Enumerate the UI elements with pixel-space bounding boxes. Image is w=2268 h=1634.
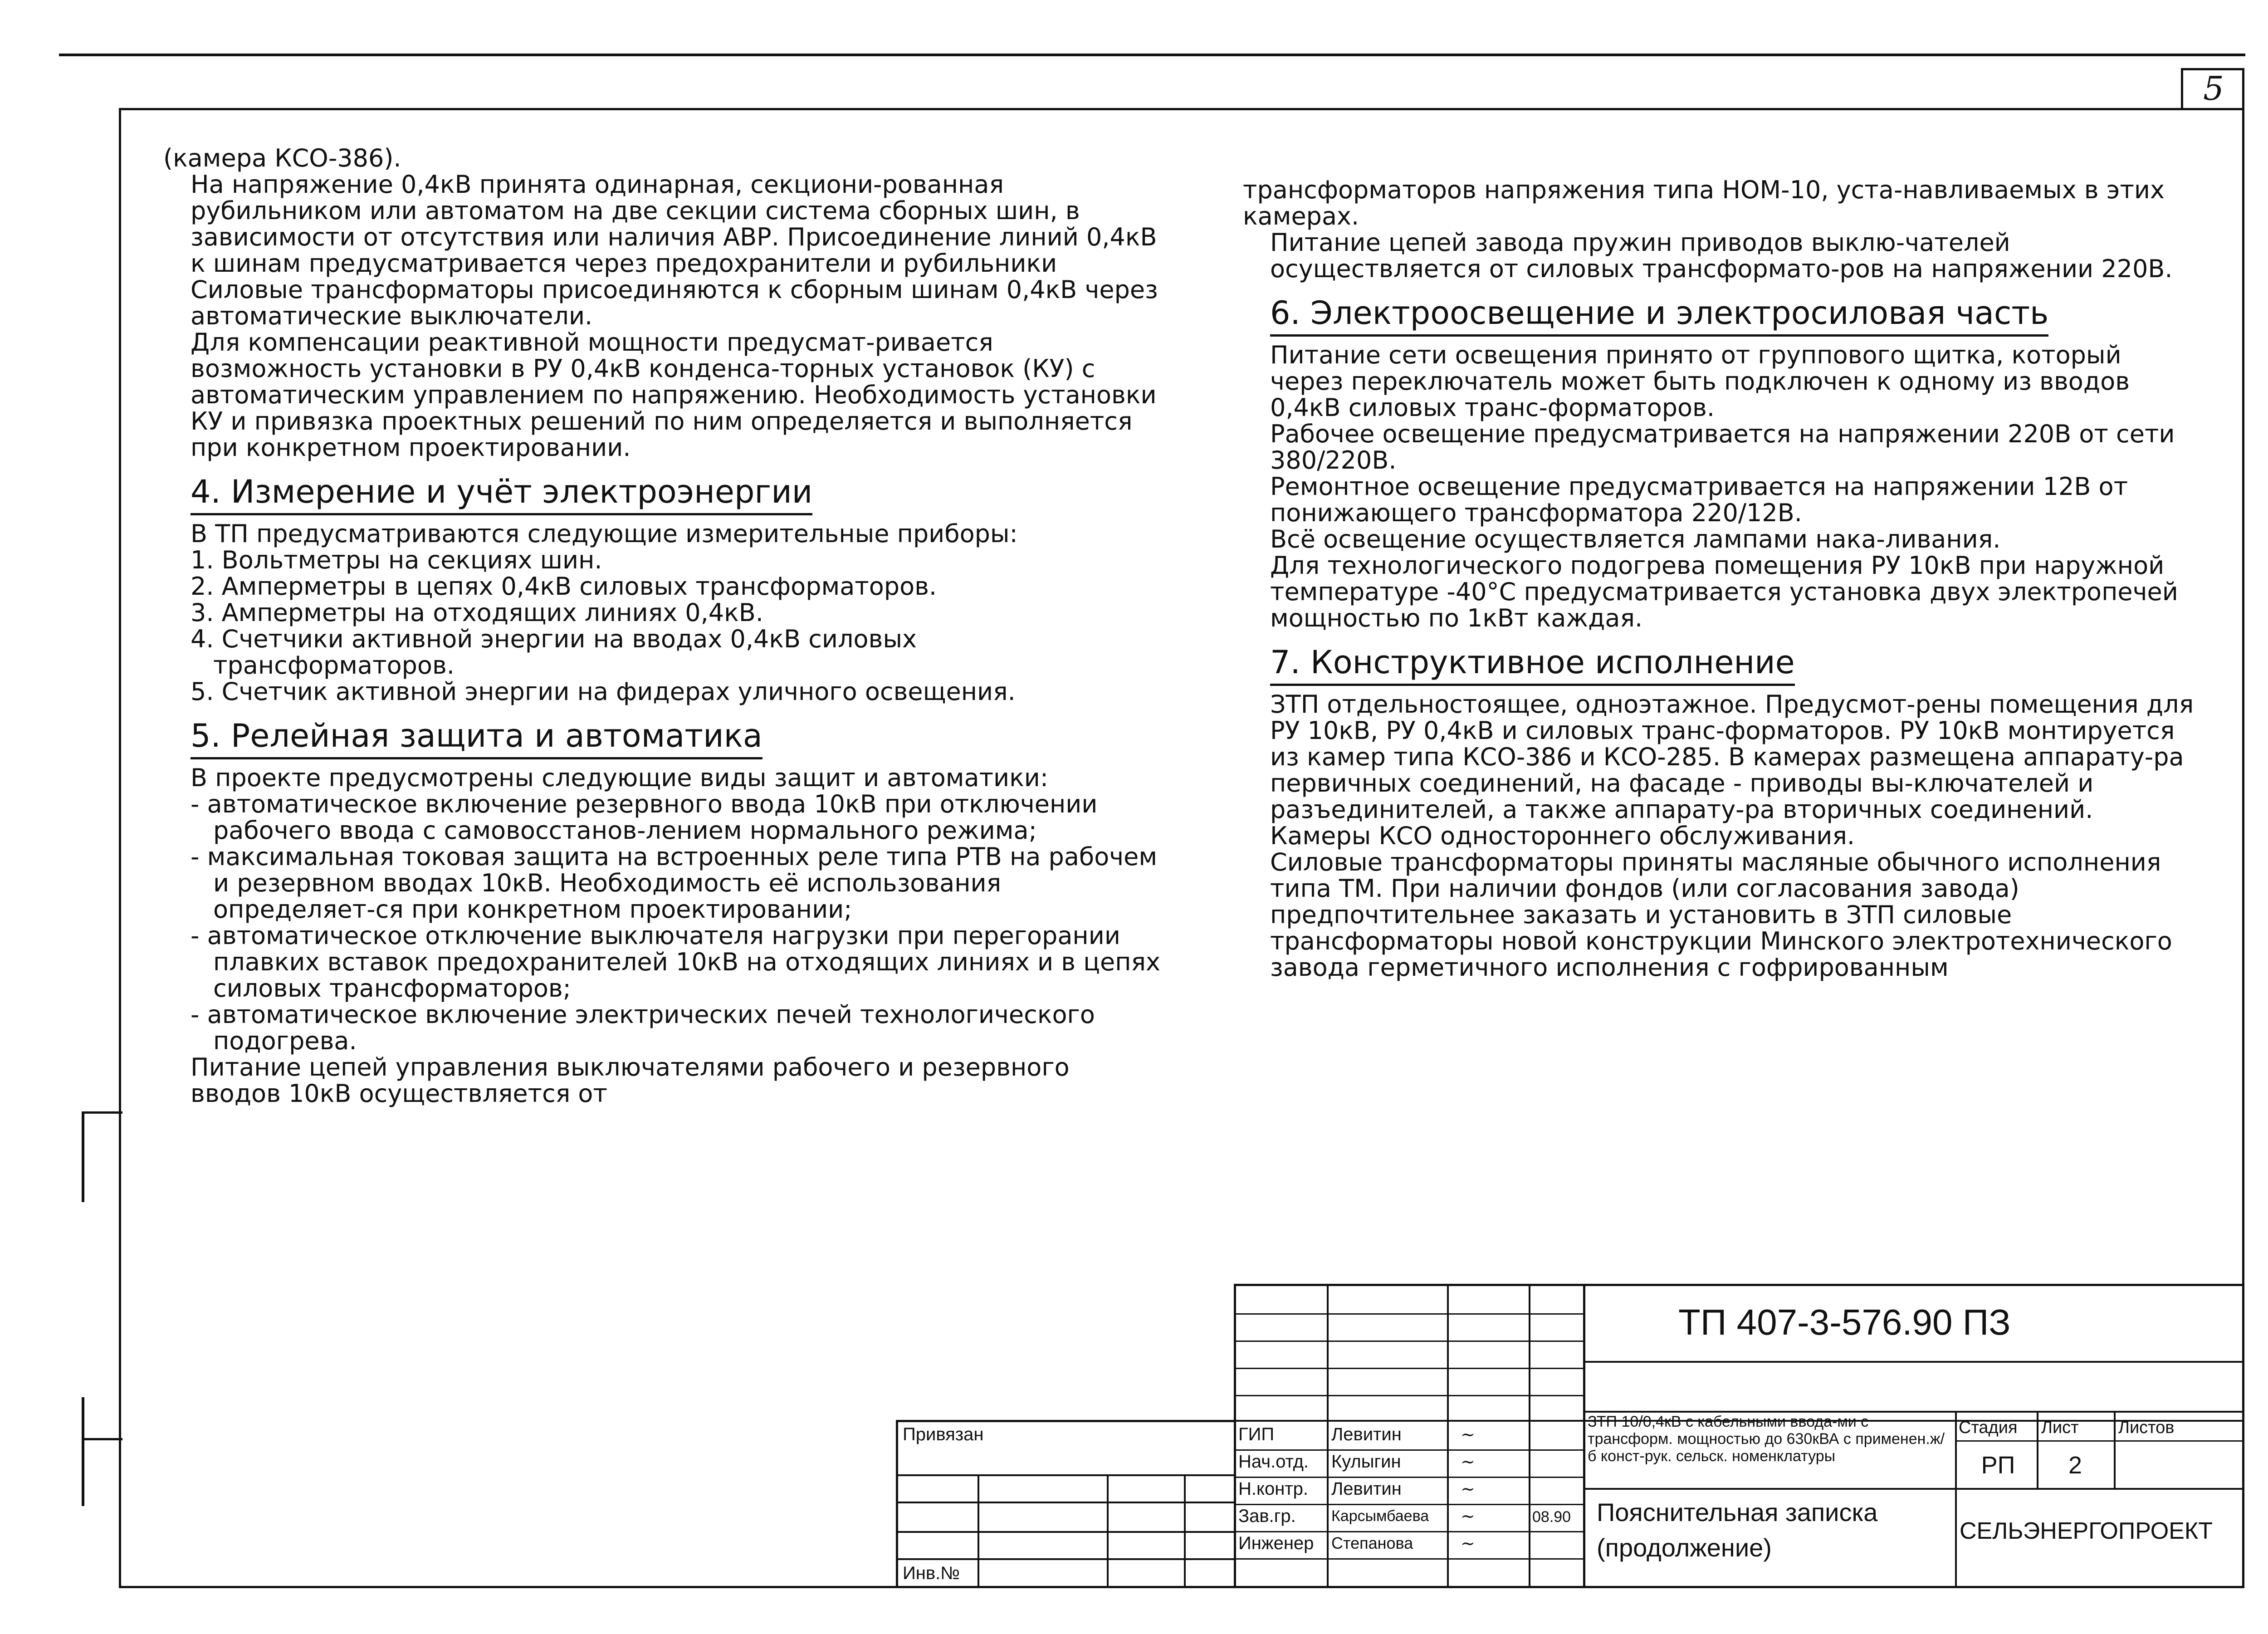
left-column bbox=[163, 144, 1168, 1108]
margin-mark-top-tick bbox=[82, 1111, 122, 1114]
section6-title: 6. Электроосвещение и электросиловая часть bbox=[1270, 294, 2048, 337]
sheet-value: 2 bbox=[2068, 1452, 2082, 1479]
section7-p3: Силовые трансформаторы приняты масляные обычного исполнения типа ТМ. При наличии фондов (или согласования завода) предпочтительнее заказать и установить в ЗТП силовые трансформаторы новой конструкции Минского электротехнического завода герметичного исполнения с гофрированным bbox=[1270, 848, 2180, 982]
section7-title: 7. Конструктивное исполнение bbox=[1270, 644, 1795, 686]
section4-title: 4. Измерение и учёт электроэнергии bbox=[191, 473, 812, 515]
section6-p3: Ремонтное освещение предусматривается на напряжении 12В от понижающего трансформатора 220/12В. bbox=[1270, 472, 2136, 527]
left-intro-3: Для компенсации реактивной мощности предусмат-ривается возможность установки в РУ 0,4кВ конденса-торных установок (КУ) с автоматическим управлением по напряжению. Необходимость установки КУ и привязка проектных решений по ним определяется и выполняется при конкретном проектировании. bbox=[191, 328, 1164, 462]
section4-item-1: 1. Вольтметры на секциях шин. bbox=[191, 546, 602, 574]
frame-left bbox=[119, 108, 121, 1588]
margin-mark-top bbox=[82, 1111, 84, 1202]
signature-4: ~ bbox=[1461, 1506, 1475, 1526]
right-column bbox=[1243, 177, 2200, 981]
frame-bottom bbox=[119, 1586, 2244, 1588]
role-inzhener: Инженер bbox=[1238, 1533, 1314, 1553]
stage-label: Стадия bbox=[1959, 1418, 2018, 1437]
frame-top bbox=[119, 108, 2244, 110]
page-box-left bbox=[2181, 68, 2183, 110]
signature-1: ~ bbox=[1461, 1424, 1475, 1444]
section4-intro: В ТП предусматриваются следующие измерительные приборы: bbox=[191, 519, 1018, 548]
signature-5: ~ bbox=[1461, 1533, 1475, 1553]
top-rule bbox=[59, 54, 2245, 56]
sheet-label: Лист bbox=[2041, 1418, 2079, 1437]
role-gip: ГИП bbox=[1238, 1424, 1275, 1444]
signature-3: ~ bbox=[1461, 1479, 1475, 1499]
sheets-label: Листов bbox=[2118, 1418, 2175, 1437]
left-intro-1: На напряжение 0,4кВ принята одинарная, секциони-рованная рубильником или автоматом на две секции система сборных шин, в зависимости от отсутствия или наличия АВР. Присоединение линий 0,4кВ к шинам предусматривается через предохранители и рубильники bbox=[191, 170, 1165, 278]
signature-2: ~ bbox=[1461, 1452, 1475, 1472]
section5-item-3: - автоматическое отключение выключателя нагрузки при перегорании плавких вставок предохранителей 10кВ на отходящих линиях и в цепях силовых трансформаторов; bbox=[191, 921, 1168, 1003]
section6-p4: Всё освещение осуществляется лампами нака-ливания. bbox=[1270, 525, 2001, 553]
section4-item-5: 5. Счетчик активной энергии на фидерах уличного освещения. bbox=[191, 677, 1016, 706]
section6-p2: Рабочее освещение предусматривается на напряжении 220В от сети 380/220В. bbox=[1270, 420, 2183, 475]
doc-title: Пояснительная записка (продолжение) bbox=[1597, 1498, 1878, 1562]
name-3: Левитин bbox=[1331, 1479, 1402, 1499]
organization: СЕЛЬЭНЕРГОПРОЕКТ bbox=[1960, 1518, 2213, 1544]
section6-heading bbox=[1243, 295, 2200, 331]
section5-intro: В проекте предусмотрены следующие виды защит и автоматики: bbox=[191, 763, 1049, 792]
section6-p5: Для технологического подогрева помещения РУ 10кВ при наружной температуре -40°С предусматривается установка двух электропечей мощностью по 1кВт каждая. bbox=[1270, 551, 2186, 632]
inv-no-label: Инв.№ bbox=[903, 1563, 960, 1583]
role-n-kontr: Н.контр. bbox=[1238, 1479, 1308, 1499]
margin-mark-bottom bbox=[82, 1397, 84, 1506]
name-1: Левитин bbox=[1331, 1424, 1402, 1444]
stamp-date: 08.90 bbox=[1532, 1508, 1571, 1526]
role-nach-otd: Нач.отд. bbox=[1238, 1452, 1309, 1472]
section7-p2: Камеры КСО одностороннего обслуживания. bbox=[1270, 822, 1855, 850]
name-2: Кулыгин bbox=[1331, 1452, 1401, 1472]
section4-item-4: 4. Счетчики активной энергии на вводах 0,4кВ силовых трансформаторов. bbox=[191, 625, 925, 680]
section5-heading bbox=[163, 718, 1161, 754]
margin-mark-bottom-tick bbox=[82, 1438, 122, 1440]
privyazan-label: Привязан bbox=[903, 1424, 984, 1444]
page-number: 5 bbox=[2203, 69, 2224, 108]
right-intro-1: Питание цепей завода пружин приводов выклю-чателей осуществляется от силовых трансформато-ров на напряжении 220В. bbox=[1270, 228, 2173, 283]
frame-right bbox=[2242, 68, 2244, 1588]
designation: ТП 407-3-576.90 ПЗ bbox=[1678, 1302, 2011, 1342]
stage-value: РП bbox=[1981, 1452, 2015, 1479]
name-5: Степанова bbox=[1331, 1534, 1413, 1552]
section6-p1: Питание сети освещения принято от группового щитка, который через переключатель может быть подключен к одному из вводов 0,4кВ силовых транс-форматоров. bbox=[1270, 341, 2138, 422]
name-4: Карсымбаева bbox=[1331, 1507, 1429, 1525]
project-title: ЗТП 10/0,4кВ с кабельными ввода-ми с трансформ. мощностью до 630кВА с применен.ж/б конст-рук. сельск. номенклатуры bbox=[1588, 1413, 1945, 1465]
left-intro-2: Силовые трансформаторы присоединяются к сборным шинам 0,4кВ через автоматические выключатели. bbox=[191, 275, 1166, 330]
left-intro-0: (камера КСО-386). bbox=[163, 144, 401, 172]
section5-outro: Питание цепей управления выключателями рабочего и резервного вводов 10кВ осуществляется от bbox=[191, 1053, 1077, 1108]
section7-p1: ЗТП отдельностоящее, одноэтажное. Предусмот-рены помещения для РУ 10кВ, РУ 0,4кВ и силовых транс-форматоров. РУ 10кВ монтируется из камер типа КСО-386 и КСО-285. В камерах размещена аппарату-ра первичных соединений, на фасаде - приводы вы-ключателей и разъединителей, а также аппарату-ра вторичных соединений. bbox=[1270, 690, 2202, 824]
section5-item-2: - максимальная токовая защита на встроенных реле типа РТВ на рабочем и резервном вводах 10кВ. Необходимость её использования определяет-ся при конкретном проектировании; bbox=[191, 842, 1165, 924]
section5-title: 5. Релейная защита и автоматика bbox=[191, 717, 763, 759]
section4-heading bbox=[163, 474, 1161, 510]
section7-heading bbox=[1243, 644, 2200, 680]
section4-item-2: 2. Амперметры в цепях 0,4кВ силовых трансформаторов. bbox=[191, 572, 937, 601]
section4-item-3: 3. Амперметры на отходящих линиях 0,4кВ. bbox=[191, 598, 763, 627]
section5-item-1: - автоматическое включение резервного ввода 10кВ при отключении рабочего ввода с самовосстанов-лением нормального режима; bbox=[191, 790, 1105, 845]
section5-item-4: - автоматическое включение электрических печей технологического подогрева. bbox=[191, 1000, 1103, 1055]
role-zav-gr: Зав.гр. bbox=[1238, 1506, 1296, 1526]
right-intro-0: трансформаторов напряжения типа НОМ-10, уста-навливаемых в этих камерах. bbox=[1243, 176, 2173, 230]
